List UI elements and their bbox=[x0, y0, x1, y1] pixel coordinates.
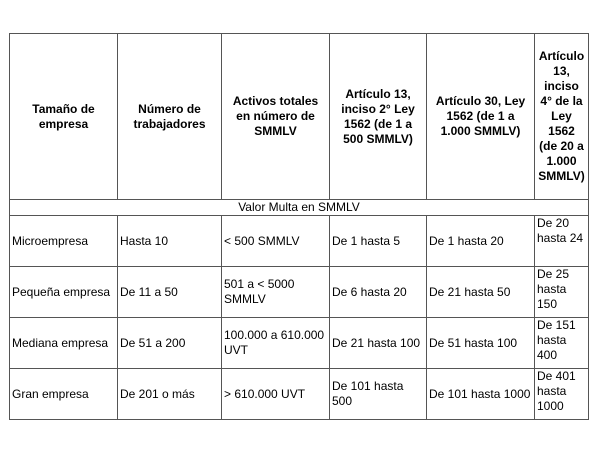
cell-article-30: De 21 hasta 50 bbox=[427, 267, 535, 318]
header-total-assets: Activos totales en número de SMMLV bbox=[222, 34, 330, 200]
cell-company-size: Mediana empresa bbox=[10, 318, 118, 369]
cell-article-13-inciso-4: De 401 hasta 1000 bbox=[535, 369, 589, 420]
table-row bbox=[10, 318, 589, 369]
cell-workers: De 51 a 200 bbox=[118, 318, 222, 369]
cell-article-30: De 51 hasta 100 bbox=[427, 318, 535, 369]
header-article-30: Artículo 30, Ley 1562 (de 1 a 1.000 SMMLV) bbox=[427, 34, 535, 200]
table-subheader-row bbox=[10, 200, 589, 216]
cell-article-13-inciso-2: De 21 hasta 100 bbox=[330, 318, 427, 369]
header-company-size: Tamaño de empresa bbox=[10, 34, 118, 200]
header-article-13-inciso-2: Artículo 13, inciso 2° Ley 1562 (de 1 a 500 SMMLV) bbox=[330, 34, 427, 200]
cell-article-13-inciso-2: De 1 hasta 5 bbox=[330, 216, 427, 267]
cell-company-size: Microempresa bbox=[10, 216, 118, 267]
cell-workers: De 11 a 50 bbox=[118, 267, 222, 318]
cell-total-assets: > 610.000 UVT bbox=[222, 369, 330, 420]
cell-total-assets: 501 a < 5000 SMMLV bbox=[222, 267, 330, 318]
cell-workers: Hasta 10 bbox=[118, 216, 222, 267]
cell-article-13-inciso-2: De 6 hasta 20 bbox=[330, 267, 427, 318]
table-row bbox=[10, 369, 589, 420]
cell-company-size: Pequeña empresa bbox=[10, 267, 118, 318]
header-workers: Número de trabajadores bbox=[118, 34, 222, 200]
cell-total-assets: 100.000 a 610.000 UVT bbox=[222, 318, 330, 369]
cell-company-size: Gran empresa bbox=[10, 369, 118, 420]
header-article-13-inciso-4: Artículo 13, inciso 4° de la Ley 1562 (de 20 a 1.000 SMMLV) bbox=[535, 34, 589, 200]
cell-total-assets: < 500 SMMLV bbox=[222, 216, 330, 267]
cell-article-13-inciso-2: De 101 hasta 500 bbox=[330, 369, 427, 420]
table-row bbox=[10, 216, 589, 267]
cell-article-13-inciso-4: De 20 hasta 24 bbox=[535, 216, 589, 267]
cell-article-13-inciso-4: De 151 hasta 400 bbox=[535, 318, 589, 369]
cell-article-13-inciso-4: De 25 hasta 150 bbox=[535, 267, 589, 318]
fines-table bbox=[9, 33, 589, 420]
table-header-row bbox=[10, 34, 589, 200]
table-row bbox=[10, 267, 589, 318]
cell-workers: De 201 o más bbox=[118, 369, 222, 420]
cell-article-30: De 101 hasta 1000 bbox=[427, 369, 535, 420]
subheader-fine-value: Valor Multa en SMMLV bbox=[10, 200, 589, 216]
cell-article-30: De 1 hasta 20 bbox=[427, 216, 535, 267]
